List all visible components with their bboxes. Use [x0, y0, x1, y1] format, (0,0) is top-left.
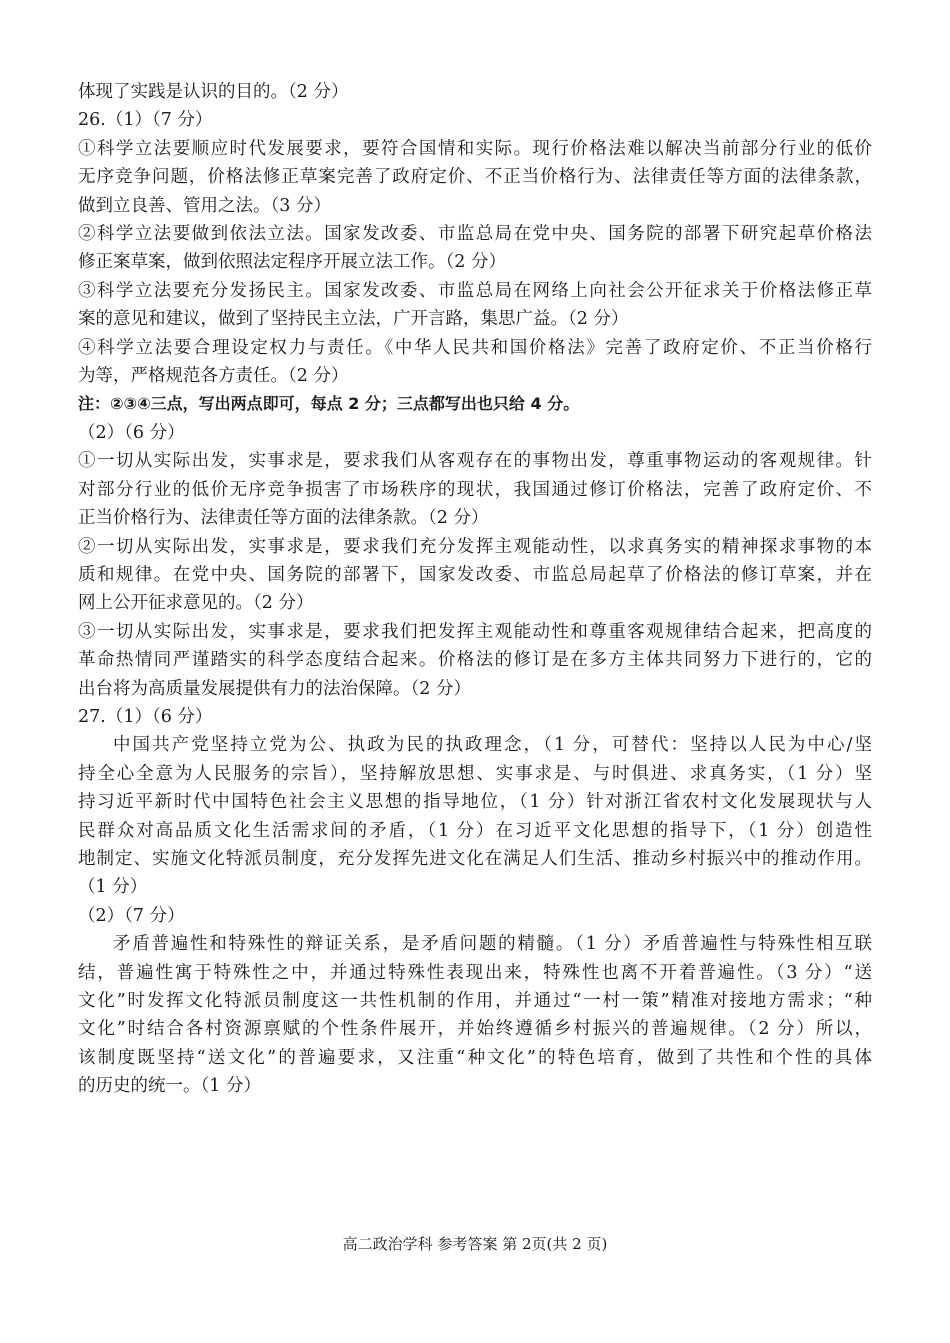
text-line: ②一切从实际出发，实事求是，要求我们充分发挥主观能动性，以求真务实的精神探求事物的本: [78, 536, 872, 557]
text-line: 地制定、实施文化特派员制度，充分发挥先进文化在满足人们生活、推动乡村振兴中的推动作用。: [78, 848, 872, 869]
text-line: ③一切从实际出发，实事求是，要求我们把发挥主观能动性和尊重客观规律结合起来，把高度的: [78, 621, 872, 642]
text-line: 中国共产党坚持立党为公、执政为民的执政理念，（1 分，可替代：坚持以人民为中心/坚: [113, 735, 872, 756]
question-heading: （2）（7 分）: [78, 905, 185, 926]
question-heading: （2）（6 分）: [78, 422, 185, 443]
text-line: 正当价格行为、法律责任等方面的法律条款。（2 分）: [78, 508, 489, 529]
text-line: 网上公开征求意见的。（2 分）: [78, 593, 314, 614]
question-heading: 27.（1）（6 分）: [78, 706, 213, 727]
text-line: 该制度既坚持“送文化”的普遍要求，又注重“种文化”的特色培育，做到了共性和个性的具体: [78, 1047, 872, 1068]
text-line: （1 分）: [78, 877, 148, 898]
text-line: 案的意见和建议，做到了坚持民主立法，广开言路，集思广益。（2 分）: [78, 309, 629, 330]
text-line: 出台将为高质量发展提供有力的法治保障。（2 分）: [78, 678, 471, 699]
question-heading: 26.（1）（7 分）: [78, 110, 213, 131]
scoring-note: 注：②③④三点，写出两点即可，每点 2 分；三点都写出也只给 4 分。: [78, 394, 580, 414]
text-line: 体现了实践是认识的目的。（2 分）: [78, 82, 349, 102]
text-line: 做到立良善、管用之法。（3 分）: [78, 195, 331, 216]
text-line: 民群众对高品质文化生活需求间的矛盾，（1 分）在习近平文化思想的指导下，（1 分）创造性: [78, 820, 872, 841]
text-line: ③科学立法要充分发扬民主。国家发改委、市监总局在网络上向社会公开征求关于价格法修正草: [78, 280, 872, 301]
text-line: 革命热情同严谨踏实的科学态度结合起来。价格法的修订是在多方主体共同努力下进行的，它的: [78, 650, 872, 671]
text-line: 无序竞争问题，价格法修正草案完善了政府定价、不正当价格行为、法律责任等方面的法律条款，: [78, 167, 872, 188]
text-line: 结，普遍性寓于特殊性之中，并通过特殊性表现出来，特殊性也离不开着普遍性。（3 分）“送: [78, 962, 872, 983]
text-line: 的历史的统一。（1 分）: [78, 1076, 261, 1097]
text-line: 修正案草案，做到依照法定程序开展立法工作。（2 分）: [78, 252, 506, 273]
answer-key-page: [78, 78, 872, 1101]
text-line: 矛盾普遍性和特殊性的辩证关系，是矛盾问题的精髓。（1 分）矛盾普遍性与特殊性相互联: [113, 934, 872, 955]
text-line: 为等，严格规范各方责任。（2 分）: [78, 366, 349, 387]
text-line: ④科学立法要合理设定权力与责任。《中华人民共和国价格法》完善了政府定价、不正当价格行: [78, 337, 872, 358]
text-line: ①一切从实际出发，实事求是，要求我们从客观存在的事物出发，尊重事物运动的客观规律。针: [78, 451, 872, 472]
text-line: 文化”时结合各村资源禀赋的个性条件展开，并始终遵循乡村振兴的普遍规律。（2 分）所以，: [78, 1019, 872, 1040]
text-line: ①科学立法要顺应时代发展要求，要符合国情和实际。现行价格法难以解决当前部分行业的低价: [78, 138, 872, 159]
page-footer: 高二政治学科 参考答案 第 2页(共 2 页): [342, 1235, 608, 1253]
text-line: 对部分行业的低价无序竞争损害了市场秩序的现状，我国通过修订价格法，完善了政府定价、不: [78, 479, 872, 500]
text-line: 持全心全意为人民服务的宗旨），坚持解放思想、实事求是、与时俱进、求真务实，（1 分）坚: [78, 763, 872, 784]
text-line: ②科学立法要做到依法立法。国家发改委、市监总局在党中央、国务院的部署下研究起草价格法: [78, 224, 872, 245]
text-line: 文化”时发挥文化特派员制度这一共性机制的作用，并通过“一村一策”精准对接地方需求；“种: [78, 991, 872, 1011]
text-line: 持习近平新时代中国特色社会主义思想的指导地位，（1 分）针对浙江省农村文化发展现状与人: [78, 792, 872, 813]
text-line: 质和规律。在党中央、国务院的部署下，国家发改委、市监总局起草了价格法的修订草案，并在: [78, 564, 872, 585]
